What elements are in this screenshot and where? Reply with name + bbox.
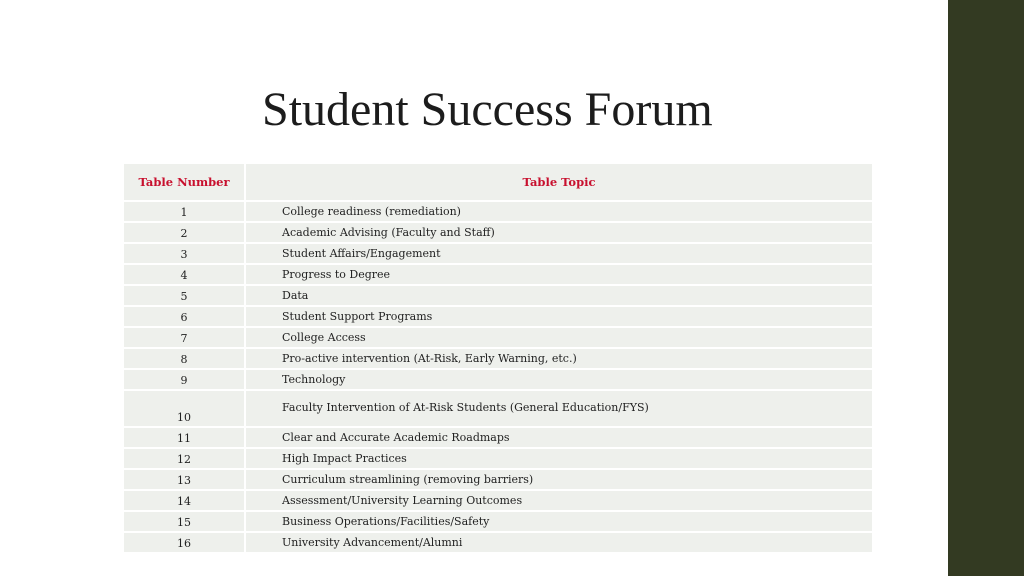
row-number: 2 bbox=[180, 227, 188, 240]
table-row bbox=[124, 244, 872, 263]
table-header-row bbox=[124, 164, 872, 200]
header-table-number: Table Number bbox=[124, 164, 244, 200]
row-topic: Data bbox=[282, 289, 309, 302]
row-number: 1 bbox=[180, 206, 188, 219]
table-row bbox=[124, 265, 872, 284]
table-row bbox=[124, 491, 872, 510]
row-topic: Student Support Programs bbox=[282, 310, 433, 323]
row-topic: Academic Advising (Faculty and Staff) bbox=[282, 226, 495, 239]
table-row bbox=[124, 370, 872, 389]
row-number: 5 bbox=[180, 290, 188, 303]
row-topic: Student Affairs/Engagement bbox=[282, 247, 441, 260]
table-row bbox=[124, 223, 872, 242]
row-number: 4 bbox=[180, 269, 188, 282]
table-row bbox=[124, 349, 872, 368]
table-row bbox=[124, 533, 872, 552]
table-row bbox=[124, 470, 872, 489]
row-number: 11 bbox=[177, 432, 191, 445]
slide-title: Student Success Forum bbox=[262, 83, 713, 136]
row-topic: Pro-active intervention (At-Risk, Early Warning, etc.) bbox=[282, 352, 577, 365]
table-row bbox=[124, 428, 872, 447]
row-topic: High Impact Practices bbox=[282, 452, 407, 465]
table-row bbox=[124, 328, 872, 347]
row-number: 13 bbox=[177, 474, 191, 487]
row-number: 15 bbox=[177, 516, 191, 529]
row-topic: College Access bbox=[282, 331, 366, 344]
row-topic: Curriculum streamlining (removing barriers) bbox=[282, 473, 534, 486]
row-topic: Technology bbox=[282, 373, 346, 386]
table-row bbox=[124, 449, 872, 468]
row-number: 14 bbox=[177, 495, 191, 508]
row-topic: Progress to Degree bbox=[282, 268, 391, 281]
table-row bbox=[124, 512, 872, 531]
row-number: 10 bbox=[177, 411, 191, 424]
row-topic: Assessment/University Learning Outcomes bbox=[282, 494, 523, 507]
topics-table bbox=[124, 164, 872, 554]
table-row bbox=[124, 286, 872, 305]
row-topic: Faculty Intervention of At-Risk Students (General Education/FYS) bbox=[282, 401, 649, 414]
row-number: 8 bbox=[180, 353, 188, 366]
row-number: 16 bbox=[177, 537, 191, 550]
row-topic: University Advancement/Alumni bbox=[282, 536, 463, 549]
table-row bbox=[124, 307, 872, 326]
row-number: 12 bbox=[177, 453, 191, 466]
row-number: 7 bbox=[180, 332, 188, 345]
row-topic: Business Operations/Facilities/Safety bbox=[282, 515, 490, 528]
table-row bbox=[124, 391, 872, 426]
row-number: 3 bbox=[180, 248, 188, 261]
side-accent-bar bbox=[948, 0, 1024, 576]
row-number: 6 bbox=[180, 311, 188, 324]
header-table-topic: Table Topic bbox=[246, 164, 872, 200]
row-number: 9 bbox=[180, 374, 188, 387]
row-topic: Clear and Accurate Academic Roadmaps bbox=[282, 431, 510, 444]
table-row bbox=[124, 202, 872, 221]
row-topic: College readiness (remediation) bbox=[282, 205, 461, 218]
